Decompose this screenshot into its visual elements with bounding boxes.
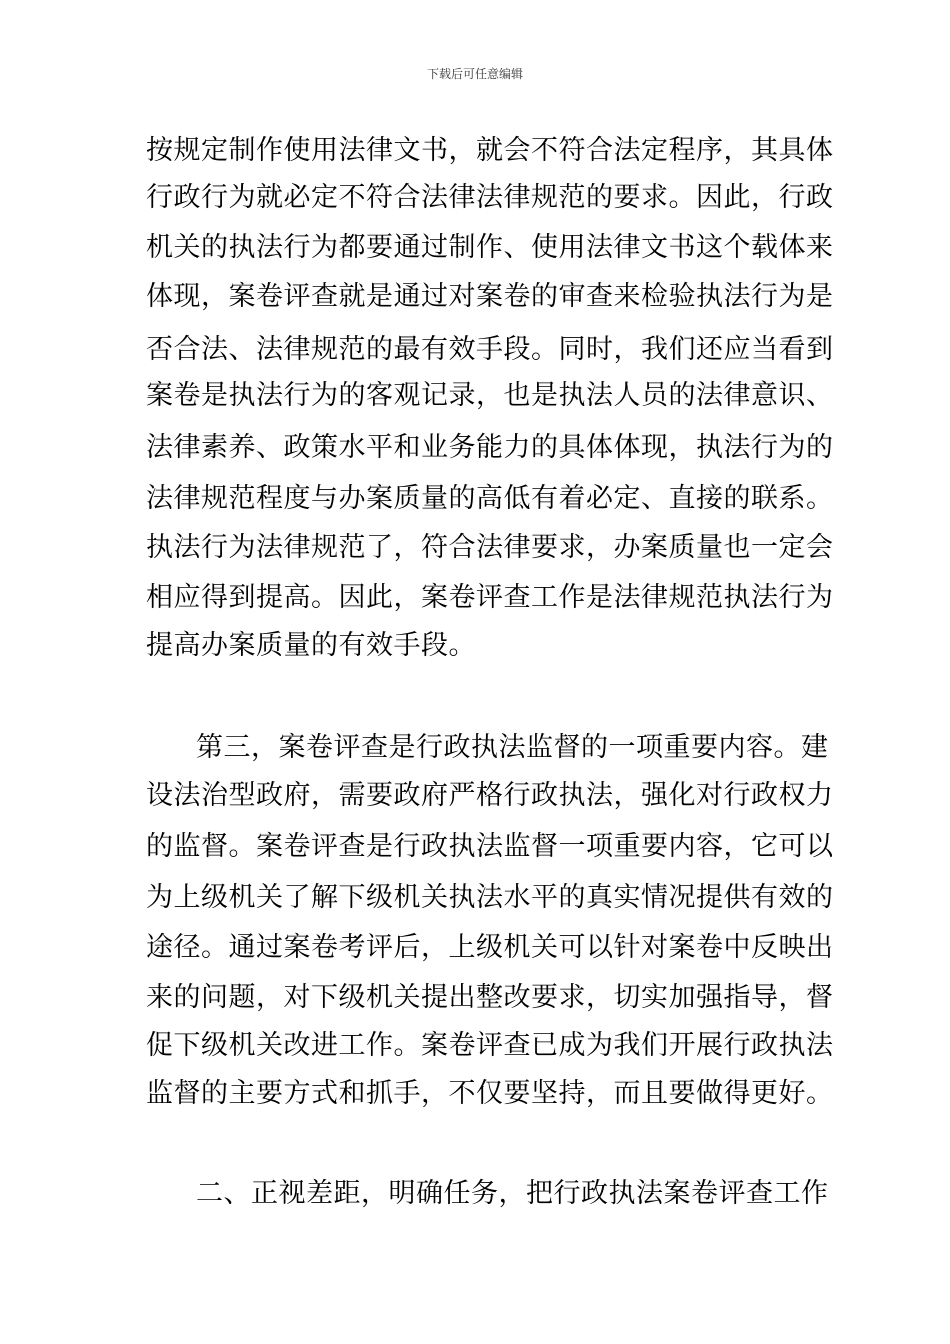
page-header: 下载后可任意编辑 [426, 67, 523, 81]
section-heading-line: 二、正视差距，明确任务，把行政执法案卷评查工作 [196, 1178, 829, 1209]
paragraph-1-line-3: 机关的执法行为都要通过制作、使用法律文书这个载体来 [146, 232, 834, 263]
paragraph-2-line-8: 监督的主要方式和抓手，不仅要坚持，而且要做得更好。 [146, 1078, 834, 1109]
paragraph-1-line-10: 相应得到提高。因此，案卷评查工作是法律规范执法行为 [146, 582, 834, 613]
paragraph-2-line-5: 途径。通过案卷考评后，上级机关可以针对案卷中反映出 [146, 932, 834, 963]
paragraph-1-line-9: 执法行为法律规范了，符合法律要求，办案质量也一定会 [146, 532, 834, 563]
paragraph-2-line-3: 的监督。案卷评查是行政执法监督一项重要内容，它可以 [146, 831, 834, 862]
paragraph-1-line-6: 案卷是执法行为的客观记录，也是执法人员的法律意识、 [146, 380, 834, 411]
paragraph-1-line-5: 否合法、法律规范的最有效手段。同时，我们还应当看到 [146, 334, 834, 365]
paragraph-2-line-1: 第三，案卷评查是行政执法监督的一项重要内容。建 [196, 732, 829, 763]
paragraph-2-line-7: 促下级机关改进工作。案卷评查已成为我们开展行政执法 [146, 1030, 834, 1061]
paragraph-1-line-4: 体现，案卷评查就是通过对案卷的审查来检验执法行为是 [146, 281, 834, 312]
paragraph-1-line-2: 行政行为就必定不符合法律法律规范的要求。因此，行政 [146, 182, 834, 213]
paragraph-1-line-1: 按规定制作使用法律文书，就会不符合法定程序，其具体 [146, 135, 834, 166]
paragraph-2-line-2: 设法治型政府，需要政府严格行政执法，强化对行政权力 [146, 780, 834, 811]
paragraph-1-line-8: 法律规范程度与办案质量的高低有着必定、直接的联系。 [146, 483, 834, 514]
paragraph-2-line-6: 来的问题，对下级机关提出整改要求，切实加强指导，督 [146, 982, 834, 1013]
paragraph-1-line-7: 法律素养、政策水平和业务能力的具体体现，执法行为的 [146, 432, 834, 463]
paragraph-2-line-4: 为上级机关了解下级机关执法水平的真实情况提供有效的 [146, 882, 834, 913]
paragraph-1-line-11: 提高办案质量的有效手段。 [146, 630, 476, 661]
